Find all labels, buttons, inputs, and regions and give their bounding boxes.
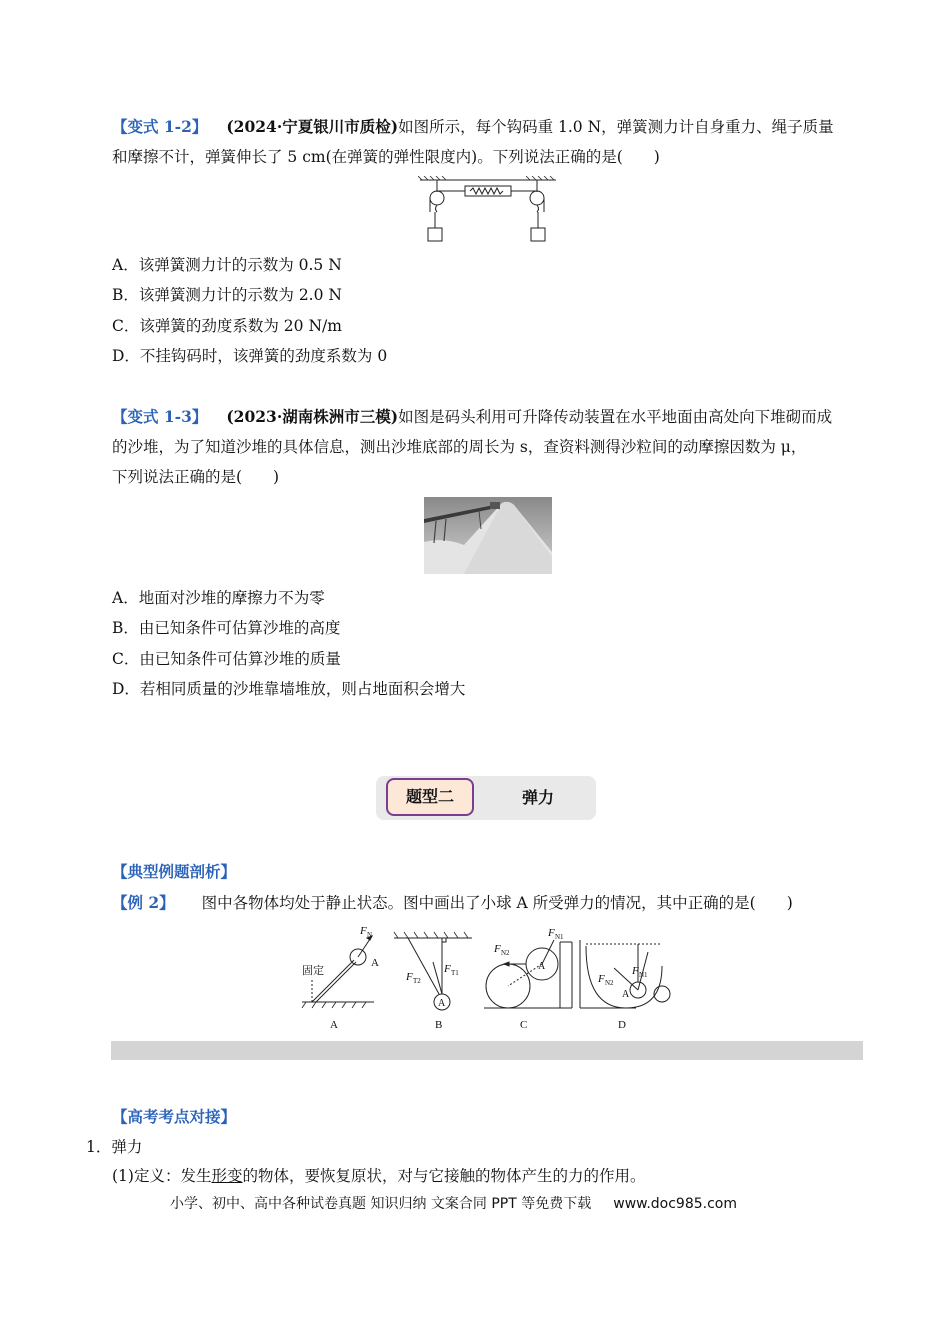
fig-ft1-label: F	[444, 963, 451, 975]
q13-option-d: D．若相同质量的沙堆靠墙堆放，则占地面积会增大	[112, 680, 466, 698]
q13-source: (2023·湖南株洲市三模)	[226, 407, 399, 426]
section-box: 题型二	[386, 778, 474, 816]
def-suffix: 的物体，要恢复原状，对与它接触的物体产生的力的作用。	[242, 1167, 646, 1185]
q12-line1	[112, 117, 834, 137]
sand-pile-photo	[424, 497, 552, 574]
spring-scale-figure	[418, 176, 558, 246]
q12-option-b: B．该弹簧测力计的示数为 2.0 N	[112, 286, 342, 304]
fig-a-ball-label: A	[371, 957, 379, 969]
fig-caption-b: B	[435, 1019, 443, 1031]
fig-c-fn1-sub: N1	[555, 933, 564, 941]
fig-fn-sub: N	[367, 931, 373, 939]
fig-d-fn2-label: F	[598, 973, 605, 985]
q12-tag: 【变式 1-2】	[112, 117, 208, 136]
section-header	[376, 776, 596, 820]
gaokao-item1: 1．弹力	[86, 1138, 143, 1156]
q13-line3: 下列说法正确的是( )	[112, 468, 280, 486]
fig-fixed-label: 固定	[302, 964, 324, 977]
fig-caption-a: A	[330, 1019, 338, 1031]
fig-c-fn1-label: F	[548, 927, 555, 939]
fig-c-fn2-sub: N2	[501, 949, 510, 957]
fig-caption-c: C	[520, 1019, 528, 1031]
gaokao-definition	[112, 1166, 646, 1186]
example-heading: 【典型例题剖析】	[112, 862, 237, 881]
gaokao-heading-line	[112, 1107, 236, 1127]
fig-ft2-sub: T2	[413, 977, 421, 985]
fig-caption-d: D	[618, 1019, 626, 1031]
q13-option-a: A．地面对沙堆的摩擦力不为零	[112, 589, 325, 607]
fig-d-ball-label: A	[622, 989, 630, 1000]
section-label: 弹力	[522, 788, 555, 807]
footer	[170, 1193, 737, 1213]
elastic-force-figure	[296, 922, 676, 1034]
fig-d-fn1-sub: N1	[639, 971, 648, 979]
fig-ft2-label: F	[406, 971, 413, 983]
fig-d-fn2-sub: N2	[605, 979, 614, 987]
q12-option-d: D．不挂钩码时，该弹簧的劲度系数为 0	[112, 347, 388, 365]
fig-d-fn1-label: F	[632, 965, 639, 977]
q13-text1: 如图是码头利用可升降传动装置在水平地面由高处向下堆砌而成	[398, 408, 833, 426]
def-prefix: (1)定义：发生	[112, 1167, 212, 1185]
fig-b-ball-label: A	[438, 998, 446, 1009]
q12-source: (2024·宁夏银川市质检)	[226, 117, 399, 136]
q13-option-b: B．由已知条件可估算沙堆的高度	[112, 619, 341, 637]
fig-fn-label: F	[360, 925, 367, 937]
q13-line1	[112, 407, 832, 427]
footer-text: 小学、初中、高中各种试卷真题 知识归纳 文案合同 PPT 等免费下载	[170, 1196, 592, 1212]
fig-c-fn2-label: F	[494, 943, 501, 955]
gray-divider	[111, 1041, 863, 1060]
gaokao-heading: 【高考考点对接】	[112, 1107, 237, 1126]
example-line	[112, 893, 793, 913]
example-tag: 【例 2】	[112, 893, 175, 912]
q12-text1: 如图所示，每个钩码重 1.0 N，弹簧测力计自身重力、绳子质量	[398, 118, 834, 136]
q13-tag: 【变式 1-3】	[112, 407, 208, 426]
example-heading-line	[112, 862, 236, 882]
fig-ft1-sub: T1	[451, 969, 459, 977]
q12-line2: 和摩擦不计，弹簧伸长了 5 cm(在弹簧的弹性限度内)。下列说法正确的是( )	[112, 148, 660, 166]
q12-option-a: A．该弹簧测力计的示数为 0.5 N	[112, 256, 342, 274]
example-text: 图中各物体均处于静止状态。图中画出了小球 A 所受弹力的情况，其中正确的是( )	[201, 894, 793, 912]
q12-option-c: C．该弹簧的劲度系数为 20 N/m	[112, 317, 342, 335]
def-underline: 形变	[211, 1167, 243, 1185]
q13-option-c: C．由已知条件可估算沙堆的质量	[112, 650, 341, 668]
footer-url[interactable]: www.doc985.com	[613, 1196, 737, 1212]
q13-line2: 的沙堆，为了知道沙堆的具体信息，测出沙堆底部的周长为 s，查资料测得沙粒间的动摩擦因数为 μ，	[112, 438, 807, 456]
fig-c-ball-label: A	[538, 961, 546, 972]
